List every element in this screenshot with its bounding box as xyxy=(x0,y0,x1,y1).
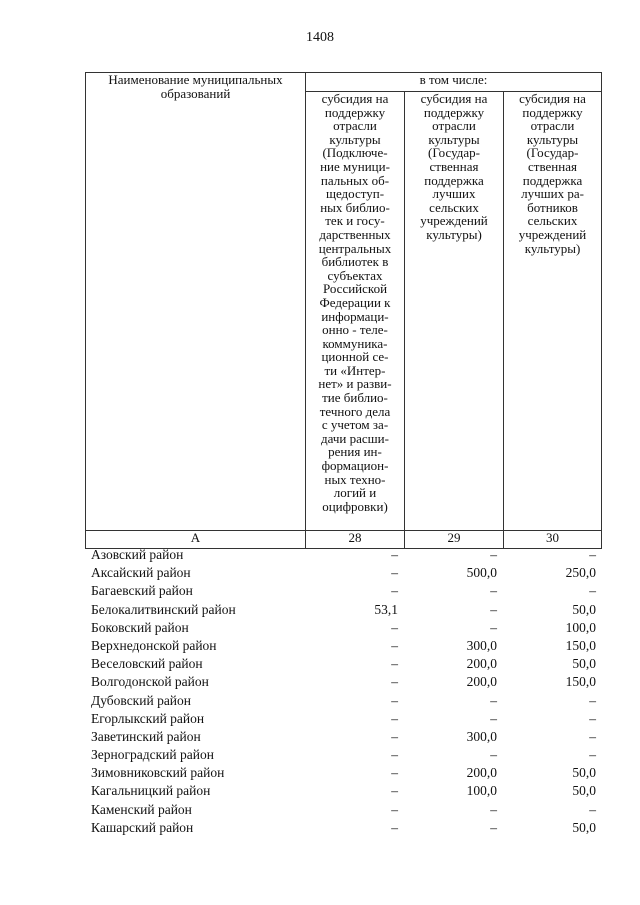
table-row xyxy=(85,582,601,600)
municipality-name: Егорлыкский район xyxy=(91,710,205,726)
table-row xyxy=(85,601,601,619)
municipality-name: Верхнедонской район xyxy=(91,637,217,653)
municipality-name: Веселовский район xyxy=(91,656,203,672)
value-col-29: – xyxy=(490,619,497,635)
municipality-name: Азовский район xyxy=(91,547,184,562)
table-row xyxy=(85,655,601,673)
value-col-28: – xyxy=(391,547,398,562)
value-col-29: 100,0 xyxy=(466,783,497,799)
value-col-30: 150,0 xyxy=(565,674,596,690)
municipality-name: Заветинский район xyxy=(91,728,201,744)
value-col-30: 100,0 xyxy=(565,619,596,635)
value-col-30: 50,0 xyxy=(572,765,596,781)
value-col-28: – xyxy=(391,583,398,599)
value-col-30: – xyxy=(589,692,596,708)
value-col-28: – xyxy=(391,765,398,781)
value-col-28: – xyxy=(391,674,398,690)
municipality-name: Боковский район xyxy=(91,619,189,635)
table-row xyxy=(85,619,601,637)
municipality-name: Кашарский район xyxy=(91,819,194,835)
value-col-28: – xyxy=(391,783,398,799)
value-col-30: – xyxy=(589,801,596,817)
value-col-28: – xyxy=(391,728,398,744)
value-col-30: 50,0 xyxy=(572,656,596,672)
municipality-name: Багаевский район xyxy=(91,583,193,599)
name-column-header xyxy=(86,73,306,531)
value-col-28: – xyxy=(391,710,398,726)
municipality-name: Белокалитвинский район xyxy=(91,601,236,617)
table-row xyxy=(85,564,601,582)
table-row xyxy=(85,764,601,782)
municipality-name: Зерноградский район xyxy=(91,747,214,763)
group-header: в том числе: xyxy=(306,73,602,92)
value-col-28: – xyxy=(391,656,398,672)
index-cell-28: 28 xyxy=(306,531,405,549)
value-col-30: 50,0 xyxy=(572,819,596,835)
table-body xyxy=(85,546,601,837)
column-header-30: субсидия на поддержку отрасли культуры (Государ- ственная поддержка лучших ра- ботников сельских учреждений культуры) xyxy=(504,92,602,531)
municipality-name: Дубовский район xyxy=(91,692,192,708)
value-col-30: 50,0 xyxy=(572,601,596,617)
name-column-label: Наименование муниципальных образований xyxy=(108,72,283,101)
value-col-29: – xyxy=(490,819,497,835)
table-row xyxy=(85,710,601,728)
value-col-28: – xyxy=(391,801,398,817)
index-cell-30: 30 xyxy=(504,531,602,549)
value-col-29: 200,0 xyxy=(466,656,497,672)
page-number: 1408 xyxy=(306,30,334,45)
value-col-30: 250,0 xyxy=(565,565,596,581)
table-row xyxy=(85,728,601,746)
value-col-29: 300,0 xyxy=(466,728,497,744)
value-col-28: – xyxy=(391,637,398,653)
municipality-name: Кагальницкий район xyxy=(91,783,211,799)
table-row xyxy=(85,782,601,800)
value-col-29: 300,0 xyxy=(466,637,497,653)
value-col-30: – xyxy=(589,583,596,599)
value-col-29: – xyxy=(490,747,497,763)
value-col-29: – xyxy=(490,583,497,599)
municipality-name: Аксайский район xyxy=(91,565,191,581)
index-cell-a: А xyxy=(86,531,306,549)
value-col-29: – xyxy=(490,547,497,562)
table-row xyxy=(85,746,601,764)
value-col-30: – xyxy=(589,747,596,763)
value-col-29: – xyxy=(490,601,497,617)
value-col-29: – xyxy=(490,801,497,817)
table-row xyxy=(85,637,601,655)
value-col-29: – xyxy=(490,710,497,726)
table-row xyxy=(85,546,601,564)
value-col-28: – xyxy=(391,819,398,835)
value-col-29: 500,0 xyxy=(466,565,497,581)
municipality-name: Волгодонской район xyxy=(91,674,209,690)
value-col-30: – xyxy=(589,728,596,744)
table-header xyxy=(85,72,602,549)
value-col-28: – xyxy=(391,565,398,581)
value-col-30: 150,0 xyxy=(565,637,596,653)
column-header-28: субсидия на поддержку отрасли культуры (Подключе- ние муници- пальных об- щедоступ- ных библио- тек и госу- дарственных центральных библиотек в субъектах Российской Федерации к информаци- онно - теле- коммуника- ционной се- ти «Интер- нет» и разви- тие библио- течного дела с учетом за- дачи расши- рения ин- формацион- ных техно- логий и оцифровки) xyxy=(306,92,405,531)
municipality-name: Зимовниковский район xyxy=(91,765,225,781)
value-col-30: 50,0 xyxy=(572,783,596,799)
table-row xyxy=(85,819,601,837)
value-col-28: – xyxy=(391,619,398,635)
value-col-29: – xyxy=(490,692,497,708)
value-col-28: – xyxy=(391,747,398,763)
column-header-29: субсидия на поддержку отрасли культуры (Государ- ственная поддержка лучших сельских учреждений культуры) xyxy=(405,92,504,531)
table-row xyxy=(85,673,601,691)
table-row xyxy=(85,801,601,819)
value-col-28: 53,1 xyxy=(374,601,398,617)
index-cell-29: 29 xyxy=(405,531,504,549)
value-col-30: – xyxy=(589,710,596,726)
municipality-name: Каменский район xyxy=(91,801,192,817)
table-row xyxy=(85,692,601,710)
value-col-29: 200,0 xyxy=(466,765,497,781)
value-col-28: – xyxy=(391,692,398,708)
value-col-29: 200,0 xyxy=(466,674,497,690)
value-col-30: – xyxy=(589,547,596,562)
